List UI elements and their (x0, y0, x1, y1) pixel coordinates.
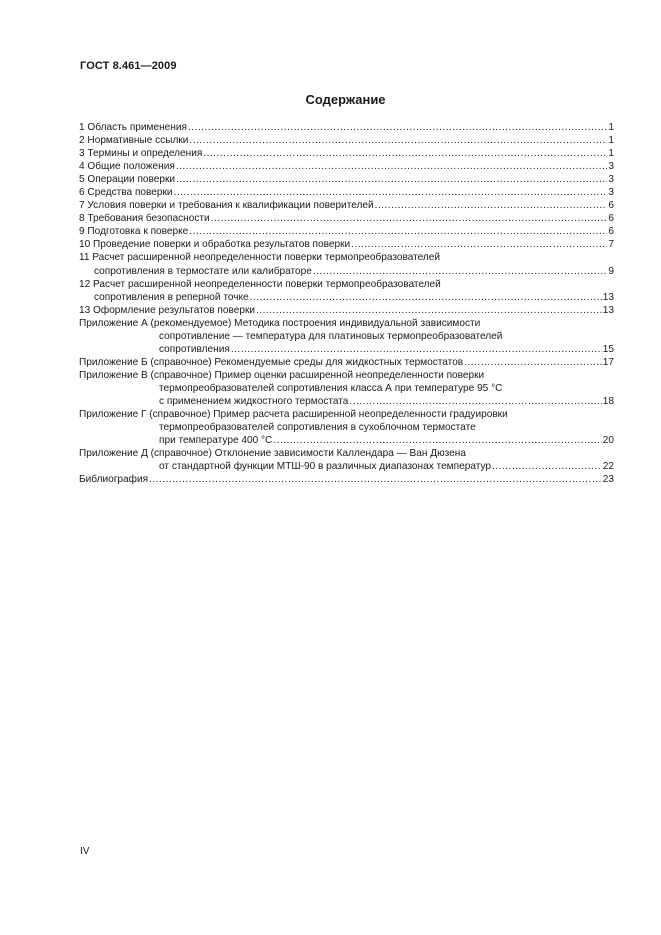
dot-leader (464, 356, 602, 369)
toc-entry-line (79, 291, 614, 304)
toc-entry[interactable] (79, 278, 614, 304)
dot-leader (256, 304, 602, 317)
toc-entry-text: от стандартной функции МТШ-90 в различных диапазонах температур (159, 461, 491, 473)
toc-entry-line (79, 369, 614, 382)
toc-entry-text: Приложение В (справочное) Пример оценки расширенной неопределенности поверки (79, 369, 485, 381)
toc-page-number: 1 (608, 135, 614, 147)
dot-leader (211, 212, 608, 225)
dot-leader (176, 160, 608, 173)
toc-page-number: 7 (608, 239, 614, 251)
toc-entry-line (79, 225, 614, 238)
toc-page-number: 6 (608, 213, 614, 225)
toc-entry-text: 6 Средства поверки (79, 187, 173, 199)
dot-leader (203, 147, 607, 160)
toc-entry[interactable] (79, 121, 614, 134)
toc-page-number: 3 (608, 174, 614, 186)
toc-entry-text: сопротивление — температура для платиновых термопреобразователей (159, 330, 503, 342)
toc-entry-text: термопреобразователей сопротивления класса А при температуре 95 °C (159, 382, 503, 394)
toc-page-number: 20 (602, 435, 614, 447)
dot-leader (188, 121, 607, 134)
toc-entry-text: 12 Расчет расширенной неопределенности поверки термопреобразователей (79, 278, 441, 290)
toc-page-number: 17 (602, 356, 614, 368)
toc-page-number: 13 (602, 304, 614, 316)
toc-page-number: 1 (608, 148, 614, 160)
toc-entry-line (79, 160, 614, 173)
toc-entry-line (79, 447, 614, 460)
dot-leader (313, 265, 608, 278)
toc-entry-line (79, 251, 614, 264)
toc-entry-text: 11 Расчет расширенной неопределенности поверки термопреобразователей (79, 252, 441, 264)
toc-entry[interactable] (79, 317, 614, 356)
toc-entry[interactable] (79, 134, 614, 147)
toc-entry-text: 9 Подготовка к поверке (79, 226, 189, 238)
toc-title: Содержание (305, 92, 386, 107)
toc-entry-text: с применением жидкостного термостата (159, 395, 349, 407)
toc-entry[interactable] (79, 147, 614, 160)
toc-entry-line (79, 343, 614, 356)
toc-entry[interactable] (79, 356, 614, 369)
toc-entry[interactable] (79, 212, 614, 225)
toc-page-number: 18 (602, 395, 614, 407)
toc-entry-line (79, 421, 614, 434)
dot-leader (351, 238, 607, 251)
toc-entry[interactable] (79, 473, 614, 486)
toc-entry-text: 8 Требования безопасности (79, 213, 210, 225)
toc-entry-text: Приложение Д (справочное) Отклонение зависимости Каллендара — Ван Дюзена (79, 448, 466, 460)
toc-entry[interactable] (79, 160, 614, 173)
toc-page-number: 23 (602, 474, 614, 486)
toc-entry-text: Приложение Г (справочное) Пример расчета расширенной неопределенности градуировки (79, 409, 508, 421)
toc-entry[interactable] (79, 369, 614, 408)
toc-entry-text: 1 Область применения (79, 122, 187, 133)
toc-entry-line (79, 186, 614, 199)
toc-entry-line (79, 265, 614, 278)
toc-page-number: 3 (608, 161, 614, 173)
toc-entry-line (79, 395, 614, 408)
toc-entry-line (79, 199, 614, 212)
toc-entry-line (79, 304, 614, 317)
toc-entry-line (79, 212, 614, 225)
toc-entry-line (79, 278, 614, 291)
toc-entry[interactable] (79, 199, 614, 212)
toc-entry-line (79, 317, 614, 330)
toc-entry-line (79, 173, 614, 186)
toc-page-number: 9 (608, 265, 614, 277)
table-of-contents (79, 121, 614, 486)
toc-entry-line (79, 382, 614, 395)
toc-entry-text: Приложение А (рекомендуемое) Методика построения индивидуальной зависимости (79, 317, 481, 329)
dot-leader (189, 225, 607, 238)
dot-leader (492, 460, 602, 473)
dot-leader (250, 291, 602, 304)
toc-entry-text: при температуре 400 °C (159, 435, 273, 447)
toc-entry[interactable] (79, 186, 614, 199)
toc-entry[interactable] (79, 447, 614, 473)
dot-leader (375, 199, 608, 212)
standard-code: ГОСТ 8.461—2009 (80, 60, 177, 72)
toc-entry-line (79, 356, 614, 369)
toc-entry-text: 10 Проведение поверки и обработка результатов поверки (79, 239, 351, 251)
toc-entry-line (79, 147, 614, 160)
dot-leader (231, 343, 602, 356)
toc-entry[interactable] (79, 238, 614, 251)
toc-entry-text: 7 Условия поверки и требования к квалификации поверителей (79, 200, 374, 212)
toc-page-number: 6 (608, 226, 614, 238)
toc-entry-line (79, 121, 614, 134)
toc-entry-line (79, 330, 614, 343)
toc-entry-line (79, 473, 614, 486)
toc-entry-text: термопреобразователей сопротивления в сухоблочном термостате (159, 422, 476, 434)
dot-leader (189, 134, 607, 147)
toc-page-number: 3 (608, 187, 614, 199)
toc-entry-line (79, 134, 614, 147)
toc-entry[interactable] (79, 304, 614, 317)
page-folio: IV (80, 846, 90, 857)
toc-entry[interactable] (79, 173, 614, 186)
dot-leader (349, 395, 601, 408)
toc-entry-text: сопротивления в реперной точке (94, 291, 249, 303)
toc-entry-text: Библиография (79, 474, 149, 486)
toc-page-number: 22 (602, 461, 614, 473)
toc-page-number: 1 (608, 122, 614, 133)
toc-entry-text: сопротивления (159, 343, 230, 355)
dot-leader (174, 186, 608, 199)
toc-entry-line (79, 434, 614, 447)
toc-entry[interactable] (79, 251, 614, 277)
toc-entry-line (79, 238, 614, 251)
dot-leader (176, 173, 607, 186)
toc-entry-text: 13 Оформление результатов поверки (79, 304, 255, 316)
toc-entry[interactable] (79, 408, 614, 447)
toc-entry[interactable] (79, 225, 614, 238)
toc-entry-text: 4 Общие положения (79, 161, 175, 173)
toc-entry-text: сопротивления в термостате или калибраторе (94, 265, 312, 277)
toc-entry-text: Приложение Б (справочное) Рекомендуемые среды для жидкостных термостатов (79, 356, 464, 368)
toc-entry-text: 3 Термины и определения (79, 148, 203, 160)
toc-page-number: 15 (602, 343, 614, 355)
toc-entry-text: 2 Нормативные ссылки (79, 135, 189, 147)
dot-leader (273, 434, 601, 447)
dot-leader (149, 473, 602, 486)
toc-entry-text: 5 Операции поверки (79, 174, 176, 186)
toc-entry-line (79, 408, 614, 421)
toc-page-number: 6 (608, 200, 614, 212)
toc-entry-line (79, 460, 614, 473)
toc-page-number: 13 (602, 291, 614, 303)
